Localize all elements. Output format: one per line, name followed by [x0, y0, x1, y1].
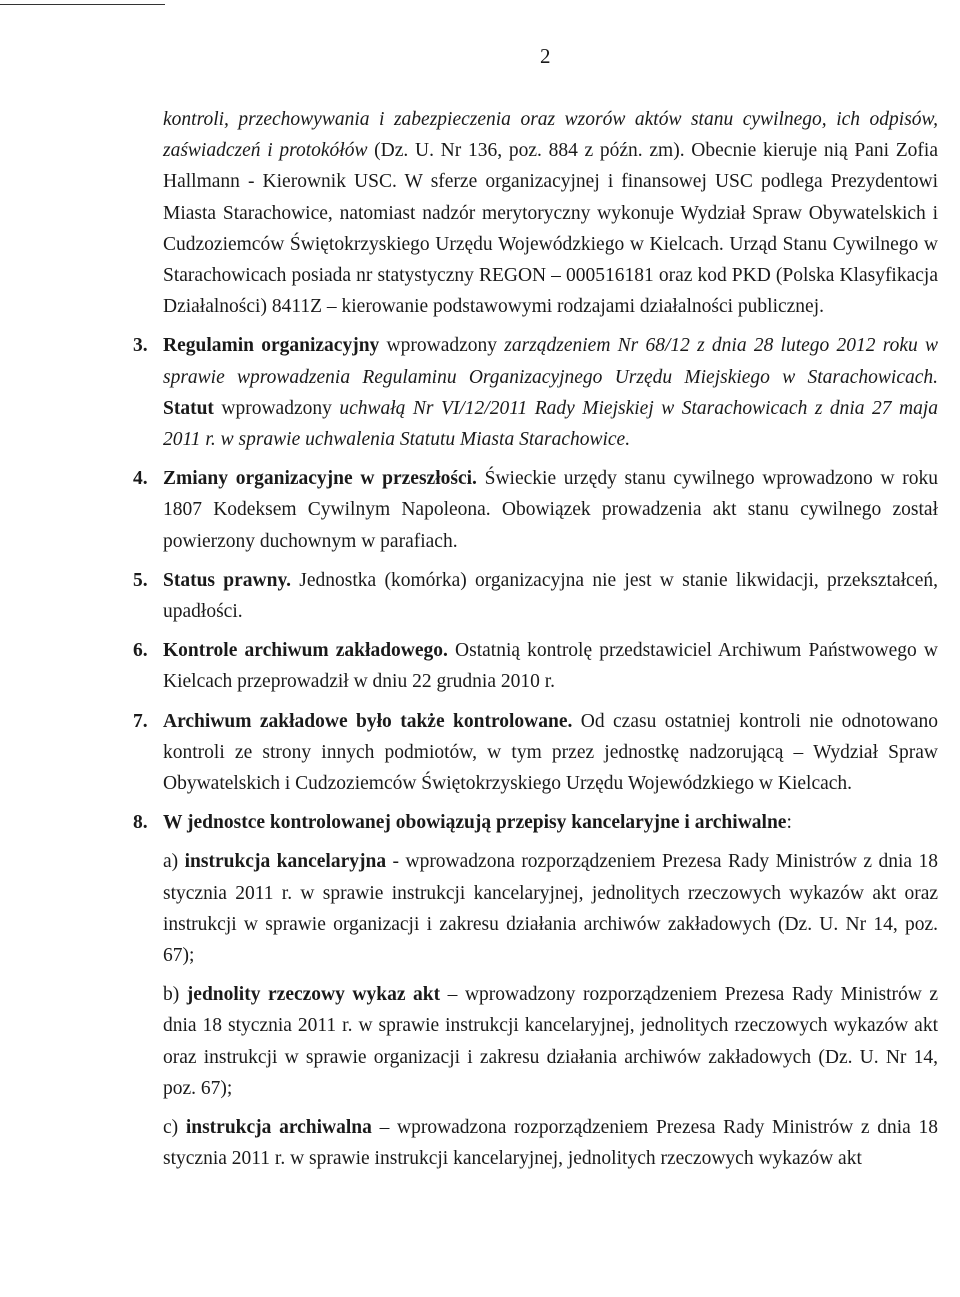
item-3-text-b: wprowadzony: [213, 397, 340, 419]
intro-text: (Dz. U. Nr 136, poz. 884 z późn. zm). Obecnie kieruje nią Pani Zofia Hallmann - Kierownik USC. W sferze organizacyjnej i finansowej USC podlega Prezydentowi Miasta Starachowice, natomiast nadzór merytoryczny wykonuje Wydział Spraw Obywatelskich i Cudzoziemców Świętokrzyskiego Urzędu Wojewódzkiego w Kielcach. Urząd Stanu Cywilnego w Starachowicach posiada nr statystyczny REGON – 000516181 oraz kod PKD (Polska Klasyfikacja Działalności) 8411Z – kierowanie podstawowymi rodzajami działalności publicznej.: [163, 140, 938, 318]
item-6: [133, 635, 938, 697]
item-8-colon: :: [786, 812, 792, 834]
item-5: [133, 565, 938, 627]
sub-a-heading: instrukcja kancelaryjna: [184, 851, 387, 873]
intro-paragraph: [163, 104, 938, 322]
item-6-heading: Kontrole archiwum zakładowego.: [163, 640, 448, 662]
item-number: 5.: [133, 569, 148, 591]
item-8: [133, 807, 938, 838]
item-7-text: Od czasu ostatniej kontroli nie odnotowano kontroli ze strony innych podmiotów, w tym przez jednostkę nadzorującą – Wydział Spraw Obywatelskich i Cudzoziemców Świętokrzyskiego Urzędu Wojewódzkiego w Kielcach.: [163, 710, 938, 795]
item-number: 7.: [133, 710, 148, 732]
sub-item-b: [163, 979, 938, 1104]
item-number: 8.: [133, 812, 148, 834]
intro-italic: kontroli, przechowywania i zabezpieczenia oraz wzorów aktów stanu cywilnego, ich odpisów, zaświadczeń i protokółów: [163, 109, 938, 162]
item-3-heading: Regulamin organizacyjny: [163, 335, 380, 357]
sub-b-prefix: b): [163, 984, 187, 1006]
item-3-italic-b: uchwałą Nr VI/12/2011 Rady Miejskiej w Starachowicach z dnia 27 maja 2011 r. w sprawie uchwalenia Statutu Miasta Starachowice.: [163, 397, 938, 451]
sub-c-heading: instrukcja archiwalna: [185, 1117, 372, 1139]
item-4-heading: Zmiany organizacyjne w przeszłości.: [163, 468, 477, 490]
sub-a-text: - wprowadzona rozporządzeniem Prezesa Rady Ministrów z dnia 18 stycznia 2011 r. w sprawie instrukcji kancelaryjnej, jednolitych rzeczowych wykazów akt oraz instrukcji w sprawie organizacji i zakresu działania archiwów zakładowych (Dz. U. Nr 14, poz. 67);: [163, 851, 938, 967]
item-4-text: Świeckie urzędy stanu cywilnego wprowadzono w roku 1807 Kodeksem Cywilnym Napoleona. Obowiązek prowadzenia akt stanu cywilnego został powierzony duchownym w parafiach.: [163, 468, 939, 552]
item-7: [133, 706, 938, 800]
item-7-heading: Archiwum zakładowe było także kontrolowane.: [163, 710, 573, 732]
sub-item-c: [163, 1112, 938, 1174]
item-5-heading: Status prawny.: [163, 569, 292, 591]
page-number: 2: [540, 44, 551, 68]
item-3-text-a: wprowadzony: [379, 335, 505, 357]
item-3-italic-a: zarządzeniem Nr 68/12 z dnia 28 lutego 2012 roku w sprawie wprowadzenia Regulaminu Organizacyjnego Urzędu Miejskiego w Starachowicach.: [163, 335, 939, 388]
item-number: 6.: [133, 640, 148, 662]
item-number: 3.: [133, 335, 148, 357]
sub-c-prefix: c): [163, 1117, 186, 1139]
item-3: [133, 330, 939, 455]
item-number: 4.: [133, 468, 148, 490]
item-5-text: Jednostka (komórka) organizacyjna nie jest w stanie likwidacji, przekształceń, upadłości.: [163, 569, 938, 623]
item-4: [133, 463, 939, 557]
item-6-text: Ostatnią kontrolę przedstawiciel Archiwum Państwowego w Kielcach przeprowadził w dniu 22 grudnia 2010 r.: [163, 640, 938, 693]
sub-a-prefix: a): [163, 851, 185, 873]
sub-item-a: [163, 846, 938, 971]
sub-b-text: – wprowadzony rozporządzeniem Prezesa Rady Ministrów z dnia 18 stycznia 2011 r. w sprawie instrukcji kancelaryjnej, jednolitych rzeczowych wykazów akt oraz instrukcji w sprawie organizacji i zakresu działania archiwów zakładowych (Dz. U. Nr 14, poz. 67);: [163, 984, 939, 1099]
sub-c-text: – wprowadzona rozporządzeniem Prezesa Rady Ministrów z dnia 18 stycznia 2011 r. w sprawie instrukcji kancelaryjnej, jednolitych rzeczowych wykazów akt: [163, 1117, 938, 1170]
top-rule: [0, 4, 165, 5]
item-8-heading: W jednostce kontrolowanej obowiązują przepisy kancelaryjne i archiwalne: [163, 812, 787, 834]
item-3-statut: Statut: [163, 397, 214, 419]
document-body: [133, 104, 939, 1175]
sub-b-heading: jednolity rzeczowy wykaz akt: [186, 984, 441, 1006]
